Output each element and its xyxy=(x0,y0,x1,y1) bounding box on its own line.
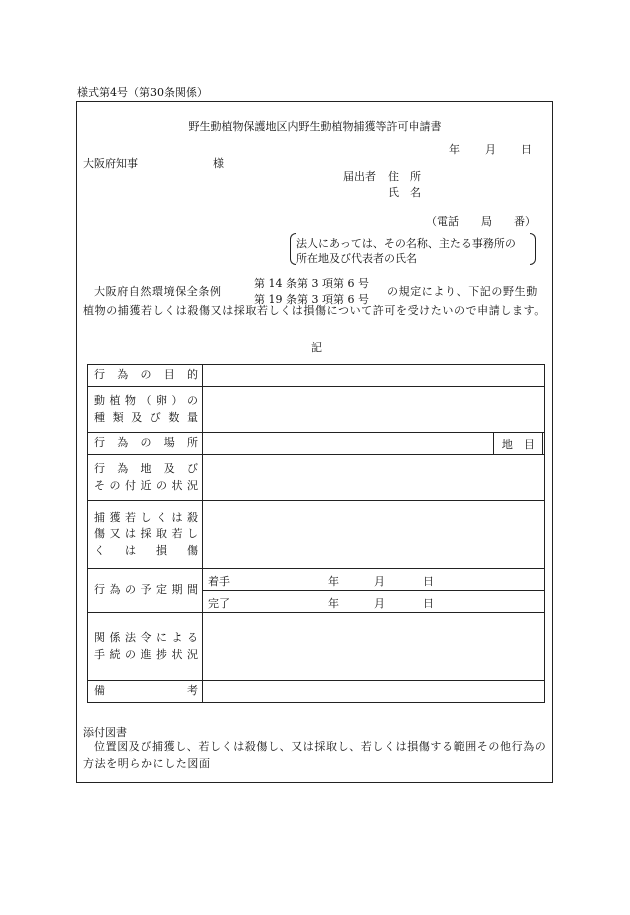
ordinance-name: 大阪府自然環境保全条例 xyxy=(94,285,222,298)
row-laws xyxy=(88,613,545,681)
remarks-label: 備考 xyxy=(88,681,203,703)
applicant-name-label: 氏 名 xyxy=(388,186,421,199)
period-start-label: 着手 xyxy=(208,574,230,588)
form-number: 様式第4号（第30条関係） xyxy=(77,86,208,99)
form-title: 野生動植物保護地区内野生動植物捕獲等許可申請書 xyxy=(188,120,442,133)
ordinance-suffix: の規定により、下記の野生動 xyxy=(387,285,538,298)
period-start-month: 月 xyxy=(374,574,385,588)
addressee: 大阪府知事 xyxy=(83,157,138,170)
corporate-note-line-1: 法人にあっては、その名称、主たる事務所の xyxy=(296,237,516,250)
period-end-day: 日 xyxy=(423,596,434,610)
date-month-label: 月 xyxy=(485,143,496,156)
ki-heading: 記 xyxy=(311,341,322,354)
phone-label: （電話 xyxy=(426,215,459,228)
phone-number-label: 番） xyxy=(514,215,536,228)
application-table xyxy=(87,364,545,703)
request-body-text: 植物の捕獲若しくは殺傷又は採取若しくは損傷について許可を受けたいので申請します。 xyxy=(83,304,546,317)
row-species xyxy=(88,387,545,433)
capture-label: 捕獲若しくは殺 傷又は採取若し くは損傷 xyxy=(88,501,203,569)
period-end-month: 月 xyxy=(374,596,385,610)
period-start-day: 日 xyxy=(423,574,434,588)
purpose-field[interactable] xyxy=(203,365,545,387)
capture-field[interactable] xyxy=(203,501,545,569)
corporate-note-bracket-right xyxy=(530,233,536,265)
purpose-label: 行為の目的 xyxy=(88,365,203,387)
row-place xyxy=(88,433,545,455)
date-year-label: 年 xyxy=(449,143,460,156)
species-field[interactable] xyxy=(203,387,545,433)
applicant-address-label: 住 所 xyxy=(388,170,421,183)
land-category-field[interactable] xyxy=(543,433,545,455)
row-period-start xyxy=(88,569,545,591)
land-category-label: 地 目 xyxy=(494,433,543,455)
period-label: 行為の予定期間 xyxy=(88,569,203,613)
addressee-honorific: 様 xyxy=(213,157,224,170)
ordinance-clause-14: 第 14 条第 3 項第 6 号 xyxy=(254,277,369,290)
row-remarks xyxy=(88,681,545,703)
site-label: 行為地及び その付近の状況 xyxy=(88,455,203,501)
ordinance-clause-19: 第 19 条第 3 項第 6 号 xyxy=(254,293,369,306)
row-purpose xyxy=(88,365,545,387)
row-site xyxy=(88,455,545,501)
phone-exchange-label: 局 xyxy=(481,215,492,228)
place-field[interactable] xyxy=(203,433,494,455)
period-start-year: 年 xyxy=(328,574,339,588)
species-label: 動植物（卵）の 種類及び数量 xyxy=(88,387,203,433)
period-end-year: 年 xyxy=(328,596,339,610)
laws-label: 関係法令による 手続の進捗状況 xyxy=(88,613,203,681)
date-day-label: 日 xyxy=(521,143,532,156)
attachments-text: 位置図及び捕獲し、若しくは殺傷し、又は採取し、若しくは損傷する範囲その他行為の方法を明らかにした図面 xyxy=(83,740,547,770)
laws-field[interactable] xyxy=(203,613,545,681)
period-start-field[interactable] xyxy=(203,569,545,591)
applicant-label: 届出者 xyxy=(343,170,376,183)
corporate-note-line-2: 所在地及び代表者の氏名 xyxy=(296,252,417,265)
place-label: 行為の場所 xyxy=(88,433,203,455)
period-end-label: 完了 xyxy=(208,596,230,610)
site-field[interactable] xyxy=(203,455,545,501)
row-capture xyxy=(88,501,545,569)
period-end-field[interactable] xyxy=(203,591,545,613)
remarks-field[interactable] xyxy=(203,681,545,703)
attachments-heading: 添付図書 xyxy=(83,726,127,739)
